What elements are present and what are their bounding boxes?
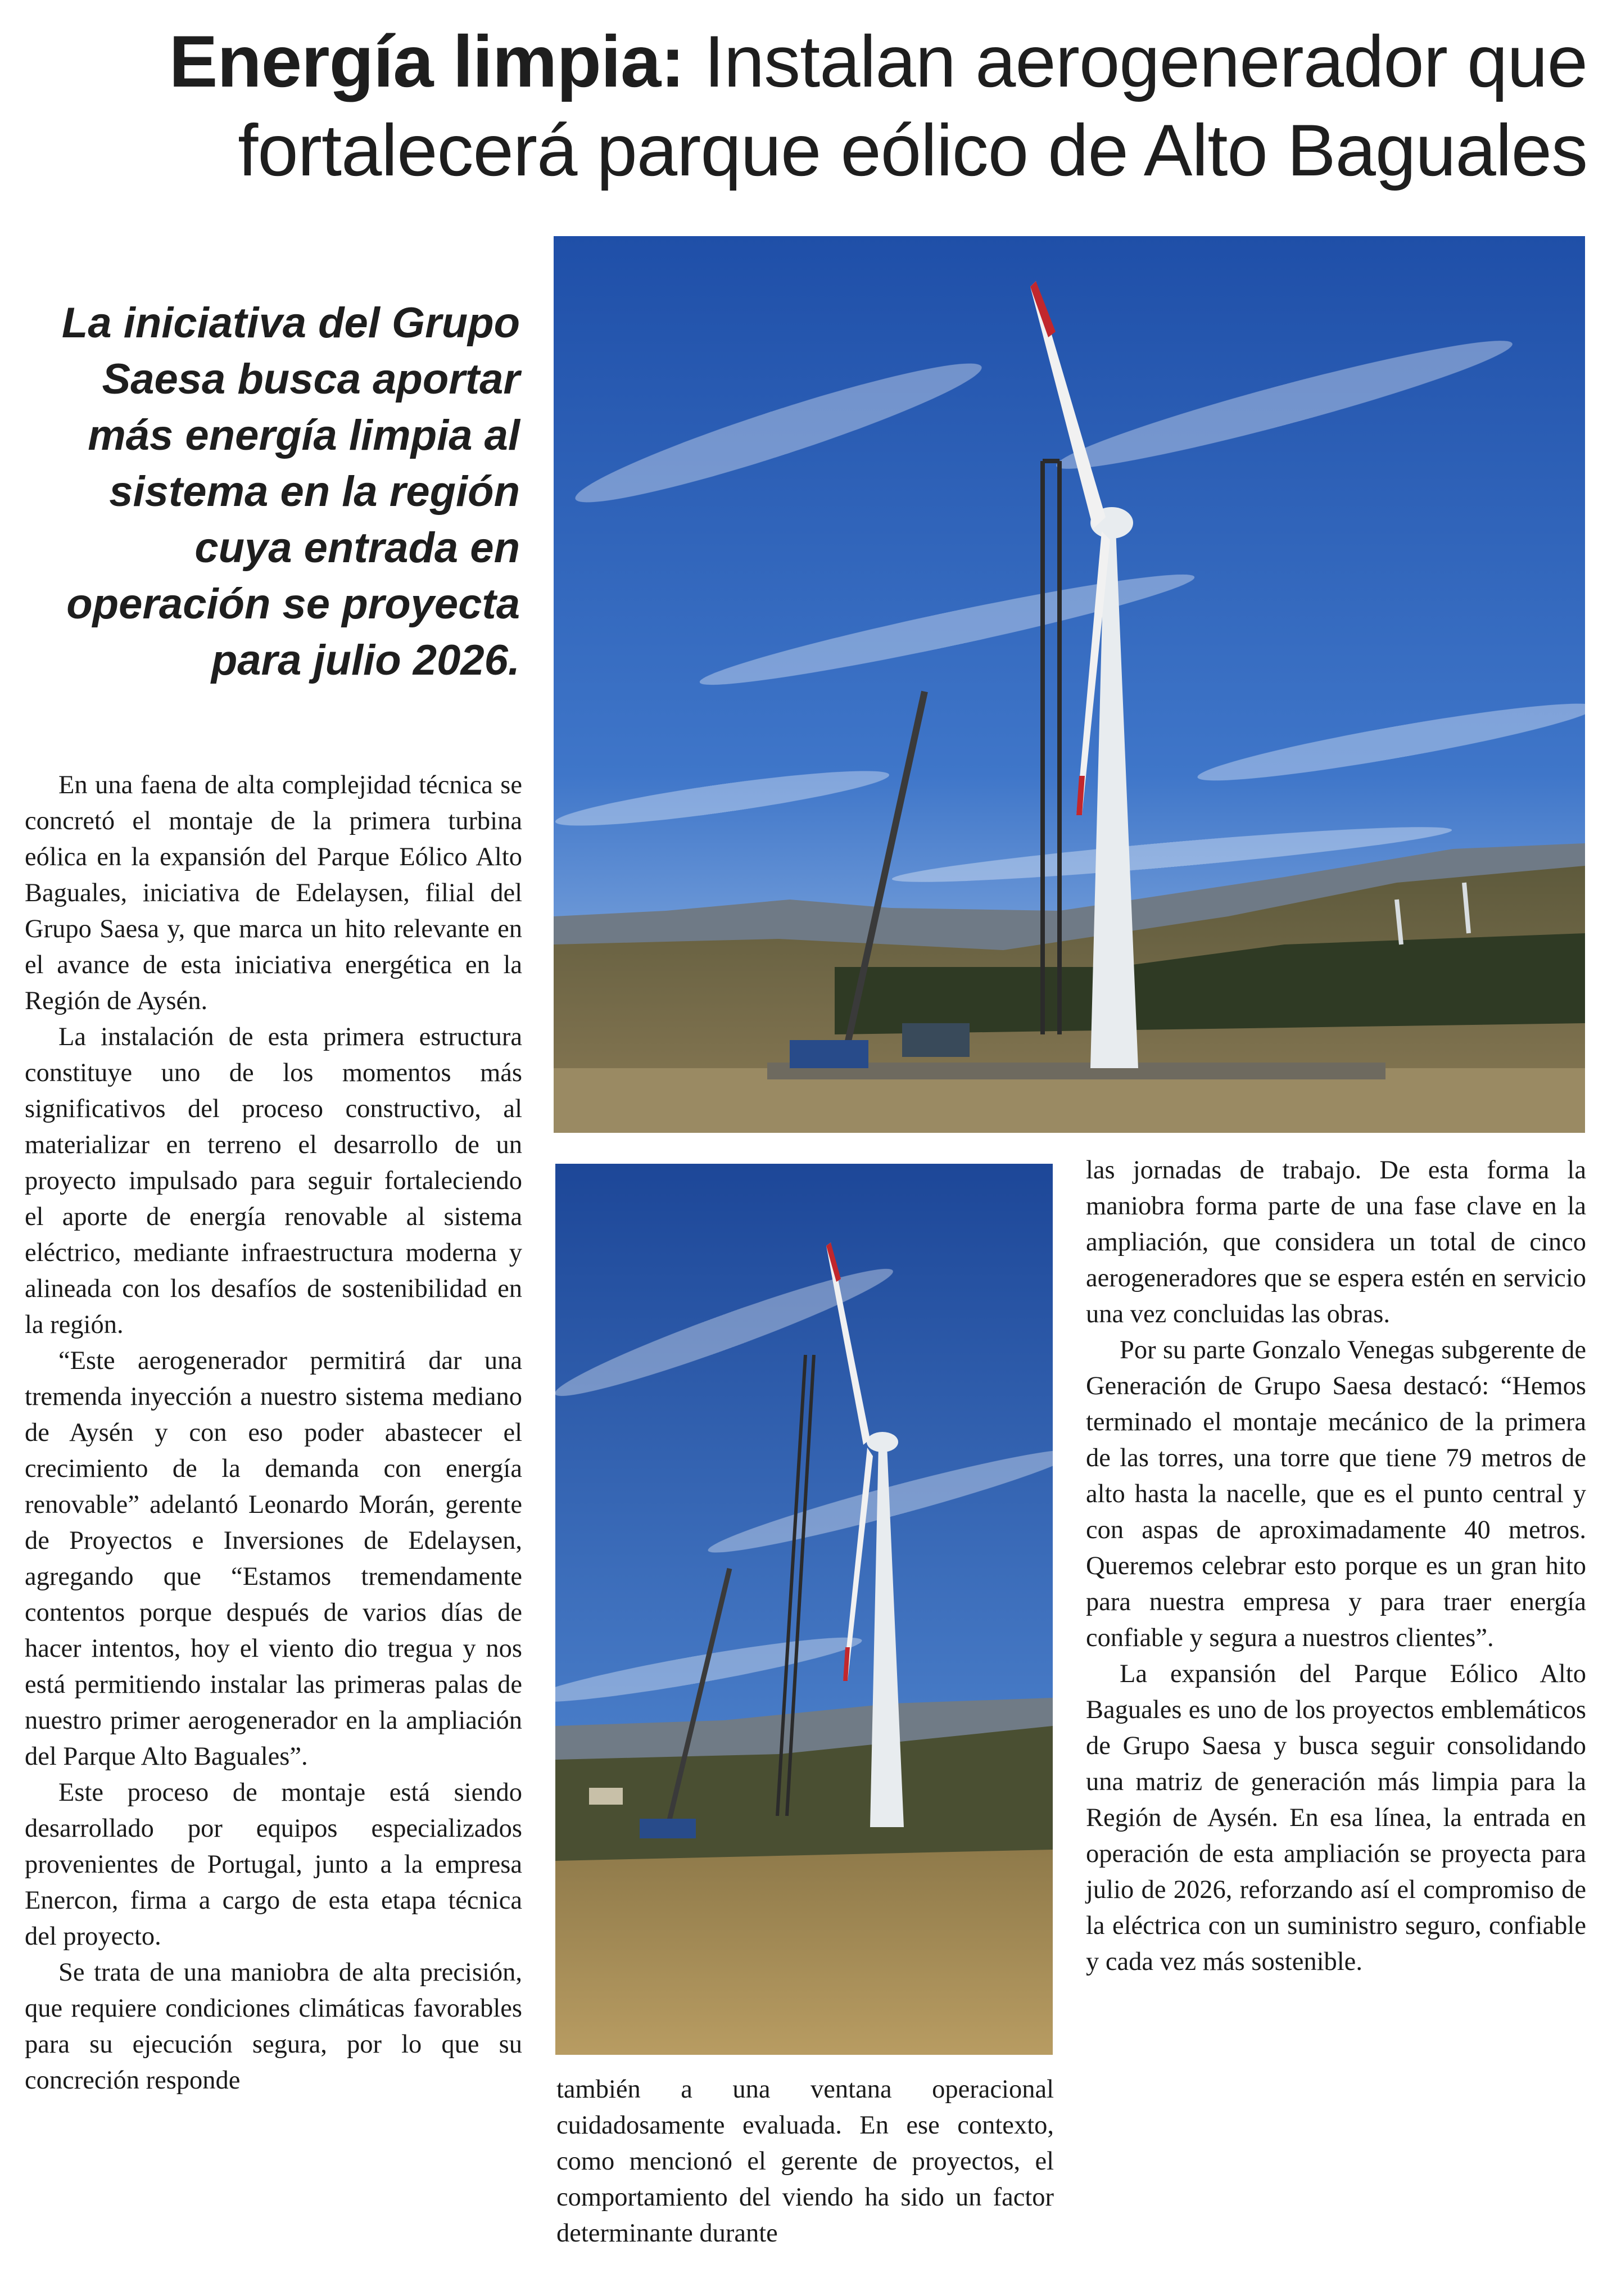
paragraph: Se trata de una maniobra de alta precisión, que requiere condiciones climáticas favorables para su ejecución segura, por lo que su concreción responde xyxy=(25,1958,522,2095)
headline-line-1 xyxy=(34,17,1587,106)
deck-line: para julio 2026. xyxy=(211,636,520,684)
paragraph: “Este aerogenerador permitirá dar una tremenda inyección a nuestro sistema mediano de Aysén y con eso poder abastecer el crecimiento de la demanda con energía renovable” adelantó Leonardo Morán, gerente de Proyectos e Inversiones de Edelaysen, agregando que “Estamos tremendamente contentos porque después de varios días de hacer intentos, hoy el viento dio tregua y nos está permitiendo instalar las primeras palas de nuestro primer aerogenerador en la ampliación del Parque Alto Baguales”. xyxy=(25,1346,522,1771)
deck-line: operación se proyecta xyxy=(66,580,520,628)
paragraph: La expansión del Parque Eólico Alto Baguales es uno de los proyectos emblemáticos de Grupo Saesa y busca seguir consolidando una matriz de generación más limpia para la Región de Aysén. En esa línea, la entrada en operación de esta ampliación se proyecta para julio de 2026, reforzando así el compromiso de la eléctrica con un suministro seguro, confiable y cada vez más sostenible. xyxy=(1086,1660,1586,1976)
body-column-2 xyxy=(556,2072,1054,2252)
photo-wind-turbine-construction-wide xyxy=(554,236,1585,1133)
headline-title-part-1: Instalan aerogenerador que xyxy=(704,20,1587,102)
deck-subtitle xyxy=(22,295,520,689)
headline xyxy=(34,17,1587,195)
headline-title-part-2: fortalecerá parque eólico de Alto Baguales xyxy=(238,109,1587,191)
paragraph: Este proceso de montaje está siendo desarrollado por equipos especializados provenientes de Portugal, junto a la empresa Enercon, firma a cargo de esta etapa técnica del proyecto. xyxy=(25,1778,522,1951)
paragraph-continuation: también a una ventana operacional cuidadosamente evaluada. En ese contexto, como mencionó el gerente de proyectos, el comportamiento del viendo ha sido un factor determinante durante xyxy=(556,2075,1054,2248)
body-column-1 xyxy=(25,767,522,2099)
deck-line: más energía limpia al xyxy=(88,412,520,459)
paragraph: En una faena de alta complejidad técnica se concretó el montaje de la primera turbina eólica en la expansión del Parque Eólico Alto Baguales, iniciativa de Edelaysen, filial del Grupo Saesa y, que marca un hito relevante en el avance de esta iniciativa energética en la Región de Aysén. xyxy=(25,771,522,1015)
paragraph: La instalación de esta primera estructura constituye uno de los momentos más significativos del proceso constructivo, al materializar en terreno el desarrollo de un proyecto impulsado para seguir fortaleciendo el aporte de energía renovable al sistema eléctrico, mediante infraestructura moderna y alineada con los desafíos de sostenibilidad en la región. xyxy=(25,1023,522,1339)
deck-line: Saesa busca aportar xyxy=(102,355,520,403)
photo-wind-turbine-construction-tall xyxy=(555,1164,1053,2055)
deck-line: cuya entrada en xyxy=(194,524,520,572)
deck-line: La iniciativa del Grupo xyxy=(61,299,520,347)
headline-kicker: Energía limpia: xyxy=(169,20,685,102)
paragraph-continuation: las jornadas de trabajo. De esta forma la maniobra forma parte de una fase clave en la ampliación, que considera un total de cinco aerogeneradores que se espera estén en servicio una vez concluidas las obras. xyxy=(1086,1156,1586,1328)
deck-line: sistema en la región xyxy=(109,468,520,516)
body-column-3 xyxy=(1086,1152,1586,1980)
paragraph: Por su parte Gonzalo Venegas subgerente de Generación de Grupo Saesa destacó: “Hemos terminado el montaje mecánico de la primera de las torres, una torre que tiene 79 metros de alto hasta la nacelle, que es el punto central y con aspas de aproximadamente 40 metros. Queremos celebrar esto porque es un gran hito para nuestra empresa y para traer energía confiable y segura a nuestros clientes”. xyxy=(1086,1336,1586,1652)
